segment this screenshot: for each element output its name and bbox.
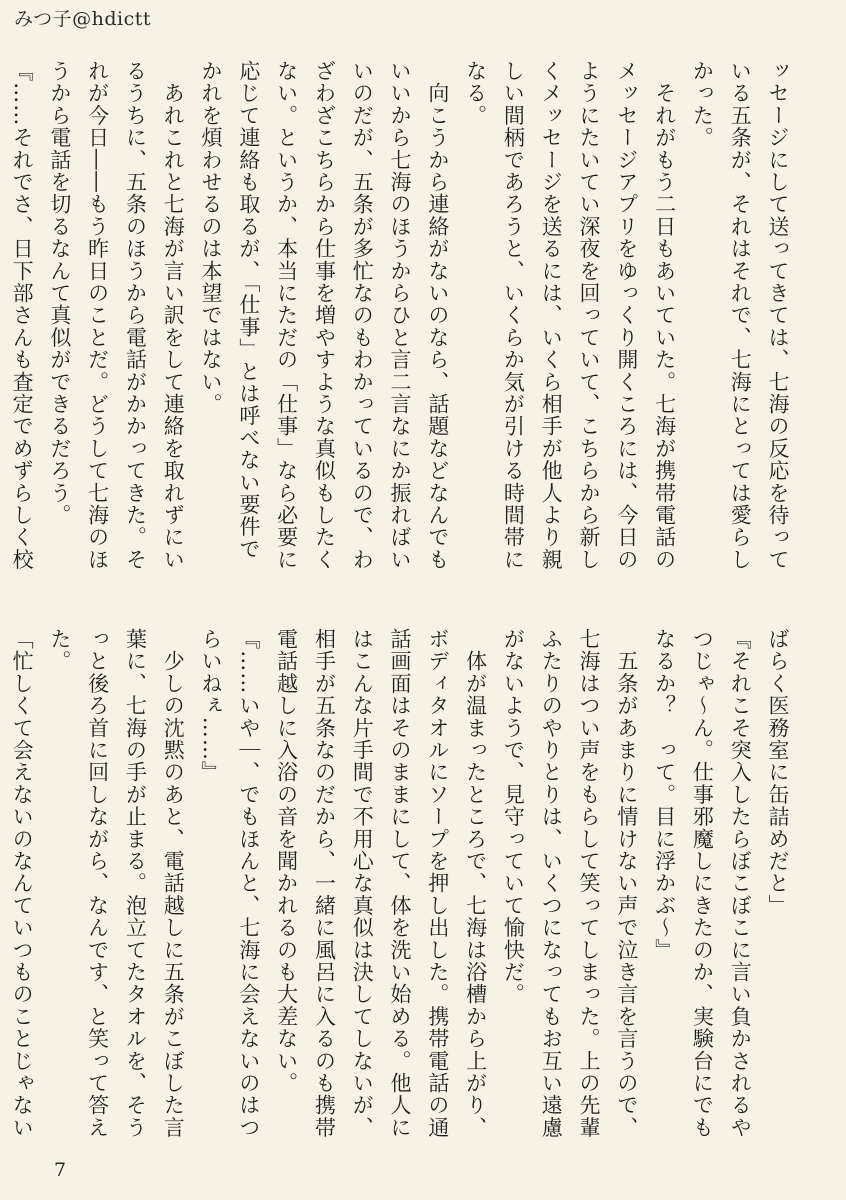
text-line: がないようで、見守っていて愉快だ。 (501, 628, 526, 1006)
text-line: るうちに、五条のほうから電話がかかってきた。そ (123, 60, 148, 571)
page-number: 7 (54, 1159, 67, 1181)
text-line: くメッセージを送るには、いくら相手が他人より親 (539, 60, 564, 571)
text-line: 葉に、七海の手が止まる。泡立てたタオルを、そう (123, 628, 148, 1139)
text-line: 体が温まったところで、七海は浴槽から上がり、 (463, 628, 488, 1139)
text-line: 五条があまりに情けない声で泣き言を言うので、 (614, 628, 639, 1139)
text-block-top (0, 60, 796, 580)
text-line: それがもう二日もあいていた。七海が携帯電話の (652, 60, 677, 571)
text-line: 相手が五条なのだから、一緒に風呂に入るのも携帯 (312, 628, 337, 1139)
text-line: うから電話を切るなんて真似ができるだろう。 (47, 60, 72, 527)
text-line (0, 60, 2, 580)
text-line: いいから七海のほうからひと言二言なにか振ればい (388, 60, 413, 571)
text-line: らいねぇ……』 (199, 628, 224, 784)
text-line: ない。というか、本当にただの「仕事」なら必要に (274, 60, 299, 571)
text-line: 話画面はそのままにして、体を洗い始める。他人に (388, 628, 413, 1139)
text-line: 『それこそ突入したらぼこぼこに言い負かされるや (728, 628, 753, 1139)
text-line: ようにたいてい深夜を回っていて、こちらから新し (577, 60, 602, 571)
text-line: ボディタオルにソープを押し出した。携帯電話の通 (425, 628, 450, 1139)
text-line: はこんな片手間で不用心な真似は決してしないが、 (350, 628, 375, 1139)
text-line: 電話越しに入浴の音を聞かれるのも大差ない。 (274, 628, 299, 1095)
text-line: いのだが、五条が多忙なのもわかっているので、わ (350, 60, 375, 571)
text-line: れが今日――もう昨日のことだ。どうして七海のほ (85, 60, 110, 571)
text-line: っと後ろ首に回しながら、なんです、と笑って答え (85, 628, 110, 1139)
text-line: 少しの沈黙のあと、電話越しに五条がこぼした言 (161, 628, 186, 1139)
text-line: かれを煩わせるのは本望ではない。 (199, 60, 224, 416)
text-line: いる五条が、それはそれで、七海にとっては愛らし (728, 60, 753, 571)
text-line: なるか？ って。目に浮かぶ～』 (652, 628, 677, 961)
text-line (0, 628, 2, 1128)
text-line: ふたりのやりとりは、いくつになってもお互い遠慮 (539, 628, 564, 1139)
text-line: ざわざこちらから仕事を増やすような真似もしたく (312, 60, 337, 571)
text-block-bottom (0, 628, 796, 1139)
text-line: 応じて連絡も取るが、「仕事」とは呼べない要件で (236, 60, 261, 561)
text-line: メッセージアプリをゆっくり開くころには、今日の (614, 60, 639, 571)
text-line: 向こうから連絡がないのなら、話題などなんでも (425, 60, 450, 571)
text-line: ッセージにして送ってきては、七海の反応を待って (766, 60, 790, 571)
text-line: あれこれと七海が言い訳をして連絡を取れずにい (161, 60, 186, 571)
text-line: 『……いや｜、でもほんと、七海に会えないのはつ (236, 628, 261, 1139)
text-line: 『……それでさ、日下部さんも査定でめずらしく校 (10, 60, 35, 571)
text-line: つじゃ～ん。仕事邪魔しにきたのか、実験台にでも (690, 628, 715, 1139)
text-line: ばらく医務室に缶詰めだと」 (766, 628, 790, 917)
text-line: なる。 (463, 60, 488, 127)
author-header: みつ子@hdictt (14, 8, 152, 30)
text-line: かった。 (690, 60, 715, 149)
text-line: しい間柄であろうと、いくらか気が引ける時間帯に (501, 60, 526, 571)
text-line: た。 (47, 628, 72, 673)
text-line: 「忙しくて会えないのなんていつものことじゃない (10, 628, 35, 1139)
text-line: 七海はつい声をもらして笑ってしまった。上の先輩 (577, 628, 602, 1139)
